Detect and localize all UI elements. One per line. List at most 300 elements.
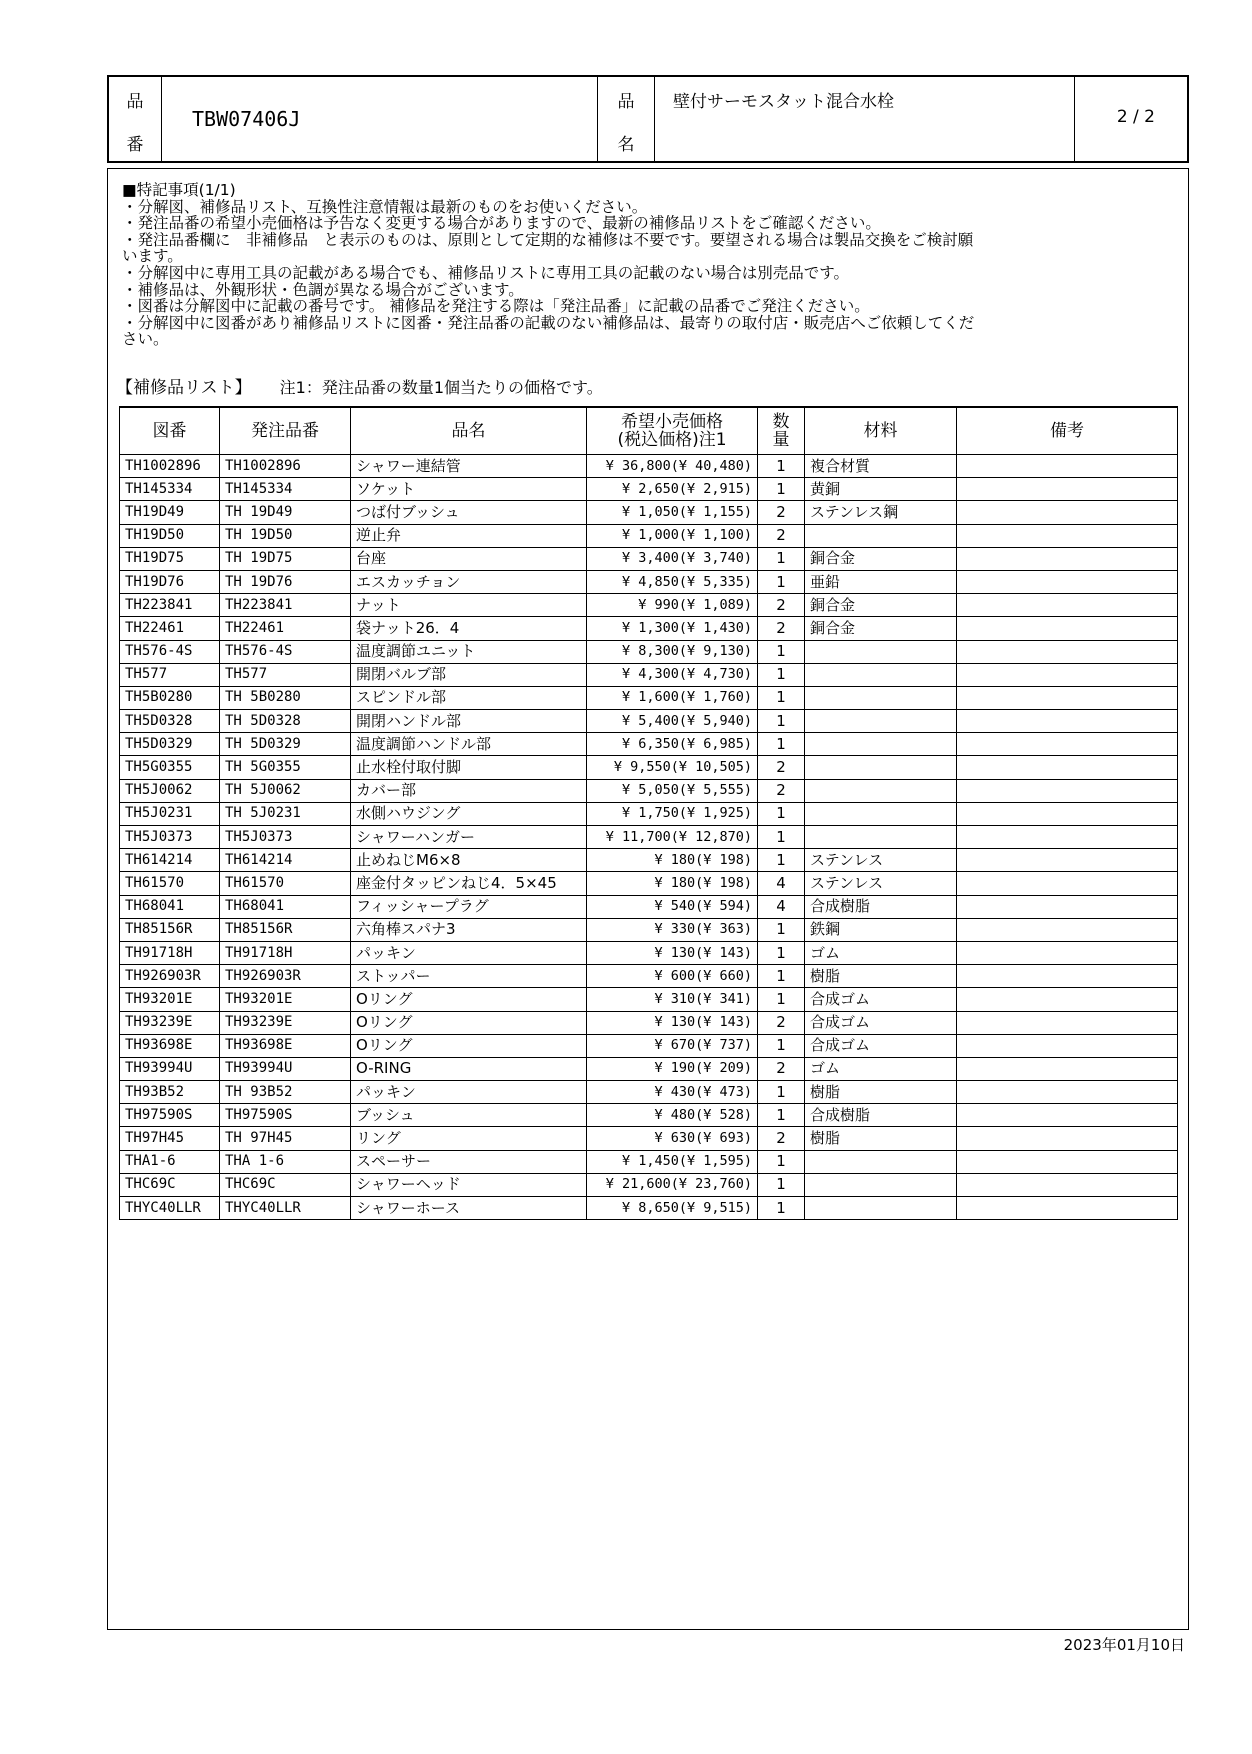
cell-remarks xyxy=(957,779,1178,802)
table-row xyxy=(120,617,1178,640)
table-row xyxy=(120,988,1178,1011)
cell-name: パッキン xyxy=(351,941,587,964)
header-box xyxy=(107,75,1189,163)
cell-fig: TH1002896 xyxy=(120,455,220,478)
cell-name: Oリング xyxy=(351,1011,587,1034)
cell-order: TH68041 xyxy=(220,895,351,918)
cell-price: ¥ 4,850(¥ 5,335) xyxy=(587,570,758,593)
table-row xyxy=(120,1034,1178,1057)
cell-qty: 1 xyxy=(758,918,805,941)
cell-order: TH145334 xyxy=(220,478,351,501)
table-row xyxy=(120,849,1178,872)
cell-price: ¥ 5,400(¥ 5,940) xyxy=(587,710,758,733)
table-row xyxy=(120,756,1178,779)
cell-order: TH93201E xyxy=(220,988,351,1011)
cell-fig: TH19D50 xyxy=(120,524,220,547)
cell-name: シャワーヘッド xyxy=(351,1173,587,1196)
cell-price: ¥ 21,600(¥ 23,760) xyxy=(587,1173,758,1196)
cell-remarks xyxy=(957,663,1178,686)
table-row xyxy=(120,686,1178,709)
col-header-fig: 図番 xyxy=(120,407,220,455)
cell-order: TH576-4S xyxy=(220,640,351,663)
cell-price: ¥ 480(¥ 528) xyxy=(587,1104,758,1127)
cell-qty: 1 xyxy=(758,686,805,709)
parts-table xyxy=(119,406,1178,1220)
cell-order: TH577 xyxy=(220,663,351,686)
cell-price: ¥ 190(¥ 209) xyxy=(587,1057,758,1080)
cell-material: 鉄鋼 xyxy=(805,918,957,941)
cell-fig: TH223841 xyxy=(120,594,220,617)
cell-material xyxy=(805,779,957,802)
cell-fig: TH91718H xyxy=(120,941,220,964)
cell-material xyxy=(805,1150,957,1173)
cell-order: TH 19D75 xyxy=(220,547,351,570)
table-row xyxy=(120,1011,1178,1034)
table-row xyxy=(120,455,1178,478)
issue-date: 2023年01月10日 xyxy=(1063,1636,1185,1654)
table-row xyxy=(120,710,1178,733)
cell-remarks xyxy=(957,617,1178,640)
cell-order: TH93698E xyxy=(220,1034,351,1057)
cell-remarks xyxy=(957,965,1178,988)
cell-name: ソケット xyxy=(351,478,587,501)
cell-material: 樹脂 xyxy=(805,1081,957,1104)
table-row xyxy=(120,640,1178,663)
cell-qty: 2 xyxy=(758,524,805,547)
cell-price: ¥ 11,700(¥ 12,870) xyxy=(587,826,758,849)
table-row xyxy=(120,594,1178,617)
cell-fig: TH85156R xyxy=(120,918,220,941)
cell-price: ¥ 1,450(¥ 1,595) xyxy=(587,1150,758,1173)
cell-price: ¥ 540(¥ 594) xyxy=(587,895,758,918)
cell-qty: 1 xyxy=(758,733,805,756)
cell-remarks xyxy=(957,524,1178,547)
cell-remarks xyxy=(957,872,1178,895)
cell-material: 合成樹脂 xyxy=(805,895,957,918)
col-header-price-line2: (税込価格)注1 xyxy=(617,430,727,450)
cell-price: ¥ 2,650(¥ 2,915) xyxy=(587,478,758,501)
cell-material: 合成ゴム xyxy=(805,1034,957,1057)
cell-qty: 2 xyxy=(758,1011,805,1034)
cell-name: 温度調節ハンドル部 xyxy=(351,733,587,756)
cell-qty: 2 xyxy=(758,1057,805,1080)
cell-order: TH 5D0329 xyxy=(220,733,351,756)
cell-remarks xyxy=(957,547,1178,570)
cell-remarks xyxy=(957,501,1178,524)
table-row xyxy=(120,918,1178,941)
cell-qty: 1 xyxy=(758,941,805,964)
cell-material xyxy=(805,1197,957,1220)
cell-order: TH 19D49 xyxy=(220,501,351,524)
table-header-row xyxy=(120,407,1178,455)
cell-name: スピンドル部 xyxy=(351,686,587,709)
col-header-remarks: 備考 xyxy=(957,407,1178,455)
cell-fig: TH19D76 xyxy=(120,570,220,593)
cell-fig: TH614214 xyxy=(120,849,220,872)
cell-name: カバー部 xyxy=(351,779,587,802)
cell-material: ゴム xyxy=(805,941,957,964)
table-row xyxy=(120,826,1178,849)
cell-qty: 1 xyxy=(758,478,805,501)
cell-remarks xyxy=(957,895,1178,918)
note-line: ・図番は分解図中に記載の番号です。 補修品を発注する際は「発注品番」に記載の品番でご発注ください。 xyxy=(122,297,870,316)
cell-order: TH 19D76 xyxy=(220,570,351,593)
cell-order: TH85156R xyxy=(220,918,351,941)
cell-order: THA 1-6 xyxy=(220,1150,351,1173)
cell-name: 逆止弁 xyxy=(351,524,587,547)
table-row xyxy=(120,1057,1178,1080)
cell-qty: 1 xyxy=(758,1034,805,1057)
cell-material: 合成ゴム xyxy=(805,988,957,1011)
cell-order: TH 19D50 xyxy=(220,524,351,547)
col-header-order: 発注品番 xyxy=(220,407,351,455)
cell-price: ¥ 180(¥ 198) xyxy=(587,849,758,872)
cell-name: つば付ブッシュ xyxy=(351,501,587,524)
note-line: ・補修品は、外観形状・色調が異なる場合がございます。 xyxy=(122,280,524,299)
cell-material: ステンレス xyxy=(805,849,957,872)
cell-remarks xyxy=(957,640,1178,663)
cell-price: ¥ 1,000(¥ 1,100) xyxy=(587,524,758,547)
cell-fig: TH926903R xyxy=(120,965,220,988)
note-line: ・分解図中に専用工具の記載がある場合でも、補修品リストに専用工具の記載のない場合は別売品です。 xyxy=(122,263,849,282)
cell-name: 止水栓付取付脚 xyxy=(351,756,587,779)
cell-name: 六角棒スパナ3 xyxy=(351,918,587,941)
cell-fig: TH5D0329 xyxy=(120,733,220,756)
cell-name: リング xyxy=(351,1127,587,1150)
cell-price: ¥ 1,300(¥ 1,430) xyxy=(587,617,758,640)
cell-fig: TH145334 xyxy=(120,478,220,501)
table-row xyxy=(120,547,1178,570)
note-line: ・発注品番欄に 非補修品 と表示のものは、原則として定期的な補修は不要です。要望される場合は製品交換をご検討願 xyxy=(122,230,974,249)
cell-name: 袋ナット26．4 xyxy=(351,617,587,640)
cell-price: ¥ 180(¥ 198) xyxy=(587,872,758,895)
cell-fig: TH61570 xyxy=(120,872,220,895)
cell-remarks xyxy=(957,988,1178,1011)
cell-order: TH 93B52 xyxy=(220,1081,351,1104)
cell-price: ¥ 9,550(¥ 10,505) xyxy=(587,756,758,779)
cell-qty: 1 xyxy=(758,1081,805,1104)
cell-qty: 2 xyxy=(758,617,805,640)
cell-price: ¥ 6,350(¥ 6,985) xyxy=(587,733,758,756)
cell-fig: TH577 xyxy=(120,663,220,686)
cell-name: フィッシャープラグ xyxy=(351,895,587,918)
cell-material xyxy=(805,710,957,733)
cell-fig: TH68041 xyxy=(120,895,220,918)
cell-name: O-RING xyxy=(351,1057,587,1080)
table-row xyxy=(120,1150,1178,1173)
col-header-material: 材料 xyxy=(805,407,957,455)
table-row xyxy=(120,895,1178,918)
notes-heading: ■特記事項(1/1) xyxy=(122,181,236,199)
cell-fig: TH5G0355 xyxy=(120,756,220,779)
cell-fig: TH93698E xyxy=(120,1034,220,1057)
cell-remarks xyxy=(957,756,1178,779)
cell-order: THC69C xyxy=(220,1173,351,1196)
cell-qty: 1 xyxy=(758,802,805,825)
cell-price: ¥ 600(¥ 660) xyxy=(587,965,758,988)
cell-name: 水側ハウジング xyxy=(351,802,587,825)
page-number-cell xyxy=(1075,77,1187,161)
cell-order: TH91718H xyxy=(220,941,351,964)
cell-material: 銅合金 xyxy=(805,617,957,640)
cell-qty: 1 xyxy=(758,988,805,1011)
cell-material xyxy=(805,524,957,547)
cell-material xyxy=(805,640,957,663)
cell-order: TH223841 xyxy=(220,594,351,617)
cell-qty: 1 xyxy=(758,1104,805,1127)
cell-order: TH93239E xyxy=(220,1011,351,1034)
table-row xyxy=(120,733,1178,756)
cell-fig: TH5B0280 xyxy=(120,686,220,709)
cell-price: ¥ 130(¥ 143) xyxy=(587,941,758,964)
cell-price: ¥ 630(¥ 693) xyxy=(587,1127,758,1150)
cell-order: TH 5D0328 xyxy=(220,710,351,733)
table-row xyxy=(120,802,1178,825)
table-row xyxy=(120,663,1178,686)
product-name-label-top: 品 xyxy=(617,92,635,112)
cell-fig: TH22461 xyxy=(120,617,220,640)
cell-name: パッキン xyxy=(351,1081,587,1104)
note-line: ・分解図、補修品リスト、互換性注意情報は最新のものをお使いください。 xyxy=(122,197,648,216)
cell-qty: 1 xyxy=(758,826,805,849)
cell-material: 複合材質 xyxy=(805,455,957,478)
cell-remarks xyxy=(957,1011,1178,1034)
cell-remarks xyxy=(957,1081,1178,1104)
cell-material: ステンレス xyxy=(805,872,957,895)
page-number: 2 / 2 xyxy=(1116,107,1155,127)
cell-qty: 2 xyxy=(758,756,805,779)
cell-order: TH614214 xyxy=(220,849,351,872)
cell-price: ¥ 36,800(¥ 40,480) xyxy=(587,455,758,478)
cell-remarks xyxy=(957,918,1178,941)
table-row xyxy=(120,570,1178,593)
cell-name: シャワーホース xyxy=(351,1197,587,1220)
cell-qty: 1 xyxy=(758,1197,805,1220)
cell-price: ¥ 1,750(¥ 1,925) xyxy=(587,802,758,825)
cell-qty: 1 xyxy=(758,849,805,872)
cell-name: シャワー連結管 xyxy=(351,455,587,478)
cell-qty: 2 xyxy=(758,1127,805,1150)
cell-material: 合成ゴム xyxy=(805,1011,957,1034)
cell-qty: 1 xyxy=(758,570,805,593)
table-row xyxy=(120,872,1178,895)
cell-material: 銅合金 xyxy=(805,594,957,617)
cell-qty: 1 xyxy=(758,547,805,570)
cell-material xyxy=(805,756,957,779)
cell-material xyxy=(805,802,957,825)
table-row xyxy=(120,1197,1178,1220)
cell-fig: TH93201E xyxy=(120,988,220,1011)
cell-material: ゴム xyxy=(805,1057,957,1080)
cell-price: ¥ 8,650(¥ 9,515) xyxy=(587,1197,758,1220)
col-header-price xyxy=(587,407,758,455)
cell-qty: 2 xyxy=(758,501,805,524)
product-name-label-bottom: 名 xyxy=(617,135,635,155)
cell-remarks xyxy=(957,733,1178,756)
cell-remarks xyxy=(957,1057,1178,1080)
cell-order: TH 5J0231 xyxy=(220,802,351,825)
cell-remarks xyxy=(957,478,1178,501)
parts-table-body xyxy=(120,455,1178,1220)
cell-name: シャワーハンガー xyxy=(351,826,587,849)
cell-price: ¥ 310(¥ 341) xyxy=(587,988,758,1011)
note-line: ・分解図中に図番があり補修品リストに図番・発注品番の記載のない補修品は、最寄りの取付店・販売店へご依頼してくだ xyxy=(122,313,975,332)
cell-qty: 2 xyxy=(758,594,805,617)
product-code-label xyxy=(109,77,162,161)
cell-remarks xyxy=(957,1150,1178,1173)
product-name-label xyxy=(598,77,655,161)
cell-remarks xyxy=(957,849,1178,872)
cell-name: 開閉ハンドル部 xyxy=(351,710,587,733)
note-line: さい。 xyxy=(122,330,169,349)
cell-material: 樹脂 xyxy=(805,1127,957,1150)
cell-remarks xyxy=(957,1197,1178,1220)
cell-remarks xyxy=(957,570,1178,593)
cell-material xyxy=(805,826,957,849)
cell-qty: 1 xyxy=(758,1150,805,1173)
cell-remarks xyxy=(957,826,1178,849)
note-line: ・発注品番の希望小売価格は予告なく変更する場合がありますので、最新の補修品リストをご確認ください。 xyxy=(122,214,881,233)
cell-material xyxy=(805,1173,957,1196)
table-row xyxy=(120,501,1178,524)
cell-price: ¥ 1,050(¥ 1,155) xyxy=(587,501,758,524)
table-row xyxy=(120,1104,1178,1127)
cell-fig: TH5J0062 xyxy=(120,779,220,802)
cell-qty: 1 xyxy=(758,663,805,686)
cell-remarks xyxy=(957,686,1178,709)
cell-order: TH93994U xyxy=(220,1057,351,1080)
cell-order: TH22461 xyxy=(220,617,351,640)
parts-list-heading: 【補修品リスト】 xyxy=(116,378,252,398)
cell-remarks xyxy=(957,710,1178,733)
parts-list-title xyxy=(116,373,603,398)
cell-order: TH97590S xyxy=(220,1104,351,1127)
cell-fig: TH93239E xyxy=(120,1011,220,1034)
cell-fig: THYC40LLR xyxy=(120,1197,220,1220)
cell-price: ¥ 1,600(¥ 1,760) xyxy=(587,686,758,709)
table-row xyxy=(120,478,1178,501)
cell-material: 亜鉛 xyxy=(805,570,957,593)
product-code-label-bottom: 番 xyxy=(126,135,144,155)
cell-fig: TH97590S xyxy=(120,1104,220,1127)
cell-qty: 4 xyxy=(758,872,805,895)
cell-qty: 1 xyxy=(758,455,805,478)
cell-order: THYC40LLR xyxy=(220,1197,351,1220)
special-notes xyxy=(122,182,1177,348)
cell-name: 台座 xyxy=(351,547,587,570)
note-line: います。 xyxy=(122,247,183,266)
cell-qty: 2 xyxy=(758,779,805,802)
cell-name: スペーサー xyxy=(351,1150,587,1173)
cell-remarks xyxy=(957,594,1178,617)
cell-name: 座金付タッピンねじ4．5×45 xyxy=(351,872,587,895)
cell-name: エスカッチョン xyxy=(351,570,587,593)
cell-fig: TH5J0231 xyxy=(120,802,220,825)
cell-remarks xyxy=(957,1127,1178,1150)
cell-name: ブッシュ xyxy=(351,1104,587,1127)
cell-name: ナット xyxy=(351,594,587,617)
cell-price: ¥ 130(¥ 143) xyxy=(587,1011,758,1034)
cell-order: TH 5B0280 xyxy=(220,686,351,709)
cell-qty: 1 xyxy=(758,965,805,988)
cell-remarks xyxy=(957,455,1178,478)
cell-price: ¥ 5,050(¥ 5,555) xyxy=(587,779,758,802)
cell-remarks xyxy=(957,802,1178,825)
cell-remarks xyxy=(957,1034,1178,1057)
cell-fig: TH5J0373 xyxy=(120,826,220,849)
product-name: 壁付サーモスタット混合水栓 xyxy=(673,92,894,112)
cell-qty: 1 xyxy=(758,1173,805,1196)
cell-name: ストッパー xyxy=(351,965,587,988)
cell-material xyxy=(805,733,957,756)
cell-name: 止めねじM6×8 xyxy=(351,849,587,872)
col-header-qty-line1: 数 xyxy=(772,412,790,432)
parts-list-note: 注1：発注品番の数量1個当たりの価格です。 xyxy=(279,378,603,397)
cell-qty: 4 xyxy=(758,895,805,918)
col-header-qty xyxy=(758,407,805,455)
product-name-cell xyxy=(655,77,1075,161)
col-header-qty-line2: 量 xyxy=(772,430,790,450)
cell-price: ¥ 670(¥ 737) xyxy=(587,1034,758,1057)
cell-fig: THC69C xyxy=(120,1173,220,1196)
main-box xyxy=(107,168,1189,1630)
cell-order: TH5J0373 xyxy=(220,826,351,849)
cell-order: TH1002896 xyxy=(220,455,351,478)
cell-remarks xyxy=(957,1104,1178,1127)
cell-price: ¥ 430(¥ 473) xyxy=(587,1081,758,1104)
table-row xyxy=(120,1173,1178,1196)
cell-material xyxy=(805,663,957,686)
cell-order: TH 97H45 xyxy=(220,1127,351,1150)
table-row xyxy=(120,1127,1178,1150)
table-row xyxy=(120,941,1178,964)
cell-qty: 1 xyxy=(758,640,805,663)
table-row xyxy=(120,1081,1178,1104)
cell-name: Oリング xyxy=(351,988,587,1011)
cell-material: 樹脂 xyxy=(805,965,957,988)
col-header-name: 品名 xyxy=(351,407,587,455)
cell-price: ¥ 3,400(¥ 3,740) xyxy=(587,547,758,570)
cell-order: TH 5J0062 xyxy=(220,779,351,802)
cell-fig: TH576-4S xyxy=(120,640,220,663)
cell-fig: TH93B52 xyxy=(120,1081,220,1104)
product-code-cell xyxy=(162,77,598,161)
cell-qty: 1 xyxy=(758,710,805,733)
cell-order: TH 5G0355 xyxy=(220,756,351,779)
cell-fig: THA1-6 xyxy=(120,1150,220,1173)
cell-order: TH61570 xyxy=(220,872,351,895)
cell-price: ¥ 990(¥ 1,089) xyxy=(587,594,758,617)
product-code-label-top: 品 xyxy=(126,92,144,112)
table-row xyxy=(120,965,1178,988)
table-row xyxy=(120,779,1178,802)
cell-order: TH926903R xyxy=(220,965,351,988)
cell-fig: TH97H45 xyxy=(120,1127,220,1150)
cell-name: Oリング xyxy=(351,1034,587,1057)
cell-fig: TH19D49 xyxy=(120,501,220,524)
cell-remarks xyxy=(957,941,1178,964)
cell-fig: TH5D0328 xyxy=(120,710,220,733)
cell-name: 温度調節ユニット xyxy=(351,640,587,663)
cell-material: 合成樹脂 xyxy=(805,1104,957,1127)
cell-fig: TH19D75 xyxy=(120,547,220,570)
cell-material: 銅合金 xyxy=(805,547,957,570)
cell-material xyxy=(805,686,957,709)
table-row xyxy=(120,524,1178,547)
cell-material: ステンレス鋼 xyxy=(805,501,957,524)
product-code: TBW07406J xyxy=(192,107,301,131)
cell-remarks xyxy=(957,1173,1178,1196)
